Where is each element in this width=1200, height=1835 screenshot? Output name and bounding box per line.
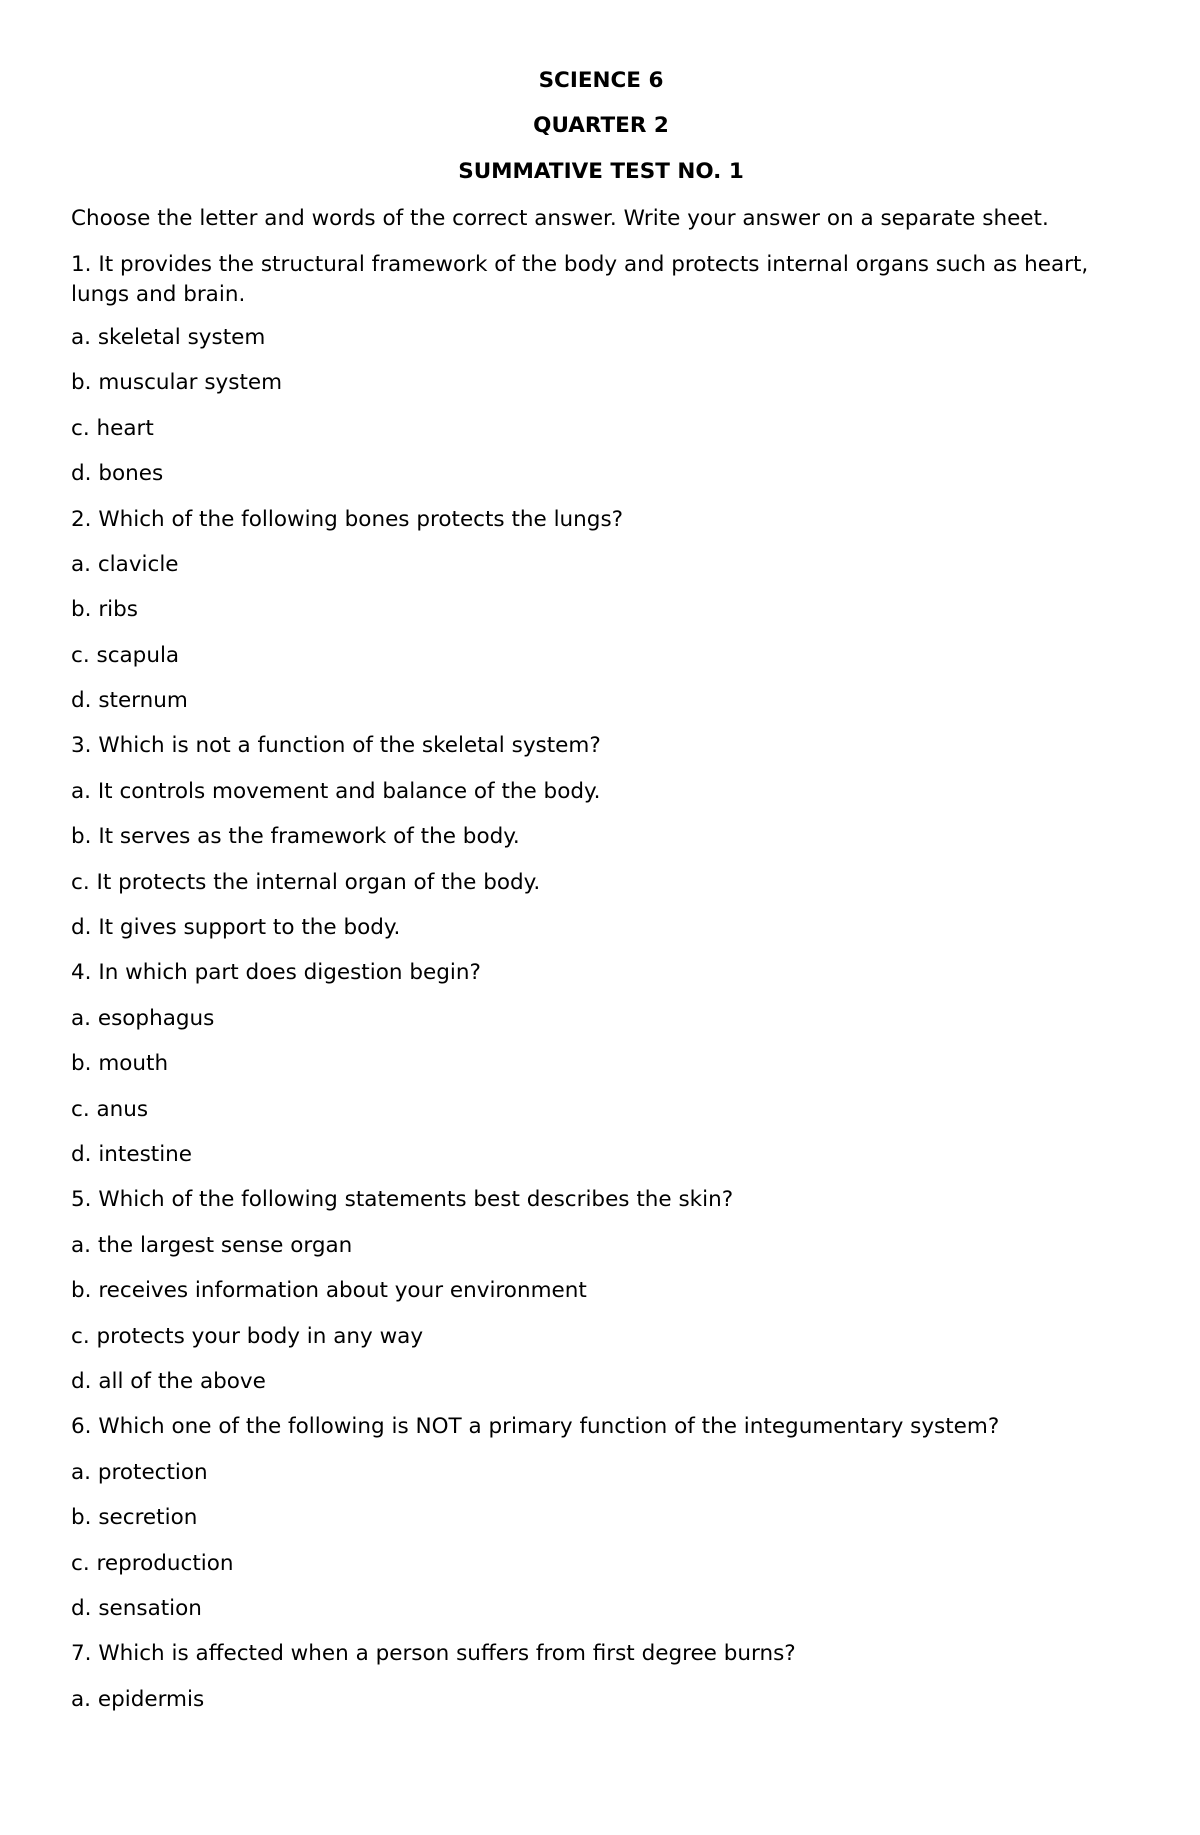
question-3-option-d: d. It gives support to the body. (71, 915, 401, 941)
question-5-option-c: c. protects your body in any way (71, 1323, 424, 1349)
instructions: Choose the letter and words of the correct answer. Write your answer on a separate sheet. (71, 206, 1049, 232)
question-2-option-d: d. sternum (71, 688, 188, 714)
question-2-option-c: c. scapula (71, 642, 180, 668)
question-3: 3. Which is not a function of the skeletal system? (71, 733, 601, 759)
question-3-option-c: c. It protects the internal organ of the body. (71, 869, 541, 895)
question-2-option-a: a. clavicle (71, 551, 179, 577)
question-1-option-d: d. bones (71, 461, 164, 487)
question-3-option-b: b. It serves as the framework of the body. (71, 824, 520, 850)
question-5-option-b: b. receives information about your environment (71, 1278, 587, 1304)
test-title: SUMMATIVE TEST NO. 1 (458, 158, 744, 184)
question-6: 6. Which one of the following is NOT a primary function of the integumentary system? (71, 1414, 1000, 1440)
question-4-option-c: c. anus (71, 1096, 149, 1122)
question-2: 2. Which of the following bones protects the lungs? (71, 506, 624, 532)
question-2-option-b: b. ribs (71, 597, 138, 623)
test-page (71, 68, 1131, 1732)
subject-heading: SCIENCE 6 (538, 68, 664, 93)
question-4-option-a: a. esophagus (71, 1005, 215, 1031)
question-6-option-c: c. reproduction (71, 1550, 234, 1576)
question-7-option-a: a. epidermis (71, 1686, 205, 1712)
question-5: 5. Which of the following statements best describes the skin? (71, 1187, 734, 1213)
question-6-option-b: b. secretion (71, 1505, 198, 1531)
question-6-option-d: d. sensation (71, 1595, 202, 1621)
question-6-option-a: a. protection (71, 1459, 208, 1485)
question-5-option-d: d. all of the above (71, 1368, 266, 1394)
question-4-option-d: d. intestine (71, 1141, 193, 1167)
question-1: 1. It provides the structural framework of the body and protects internal organs such as heart, lungs and brain. (71, 251, 1089, 307)
question-1-option-c: c. heart (71, 415, 154, 441)
question-5-option-a: a. the largest sense organ (71, 1232, 353, 1258)
question-7: 7. Which is affected when a person suffers from first degree burns? (71, 1641, 796, 1667)
question-1-option-b: b. muscular system (71, 370, 283, 396)
question-3-option-a: a. It controls movement and balance of the body. (71, 778, 601, 804)
quarter-heading: QUARTER 2 (533, 113, 669, 139)
question-1-option-a: a. skeletal system (71, 324, 266, 350)
question-4-option-b: b. mouth (71, 1051, 169, 1077)
question-4: 4. In which part does digestion begin? (71, 960, 481, 986)
